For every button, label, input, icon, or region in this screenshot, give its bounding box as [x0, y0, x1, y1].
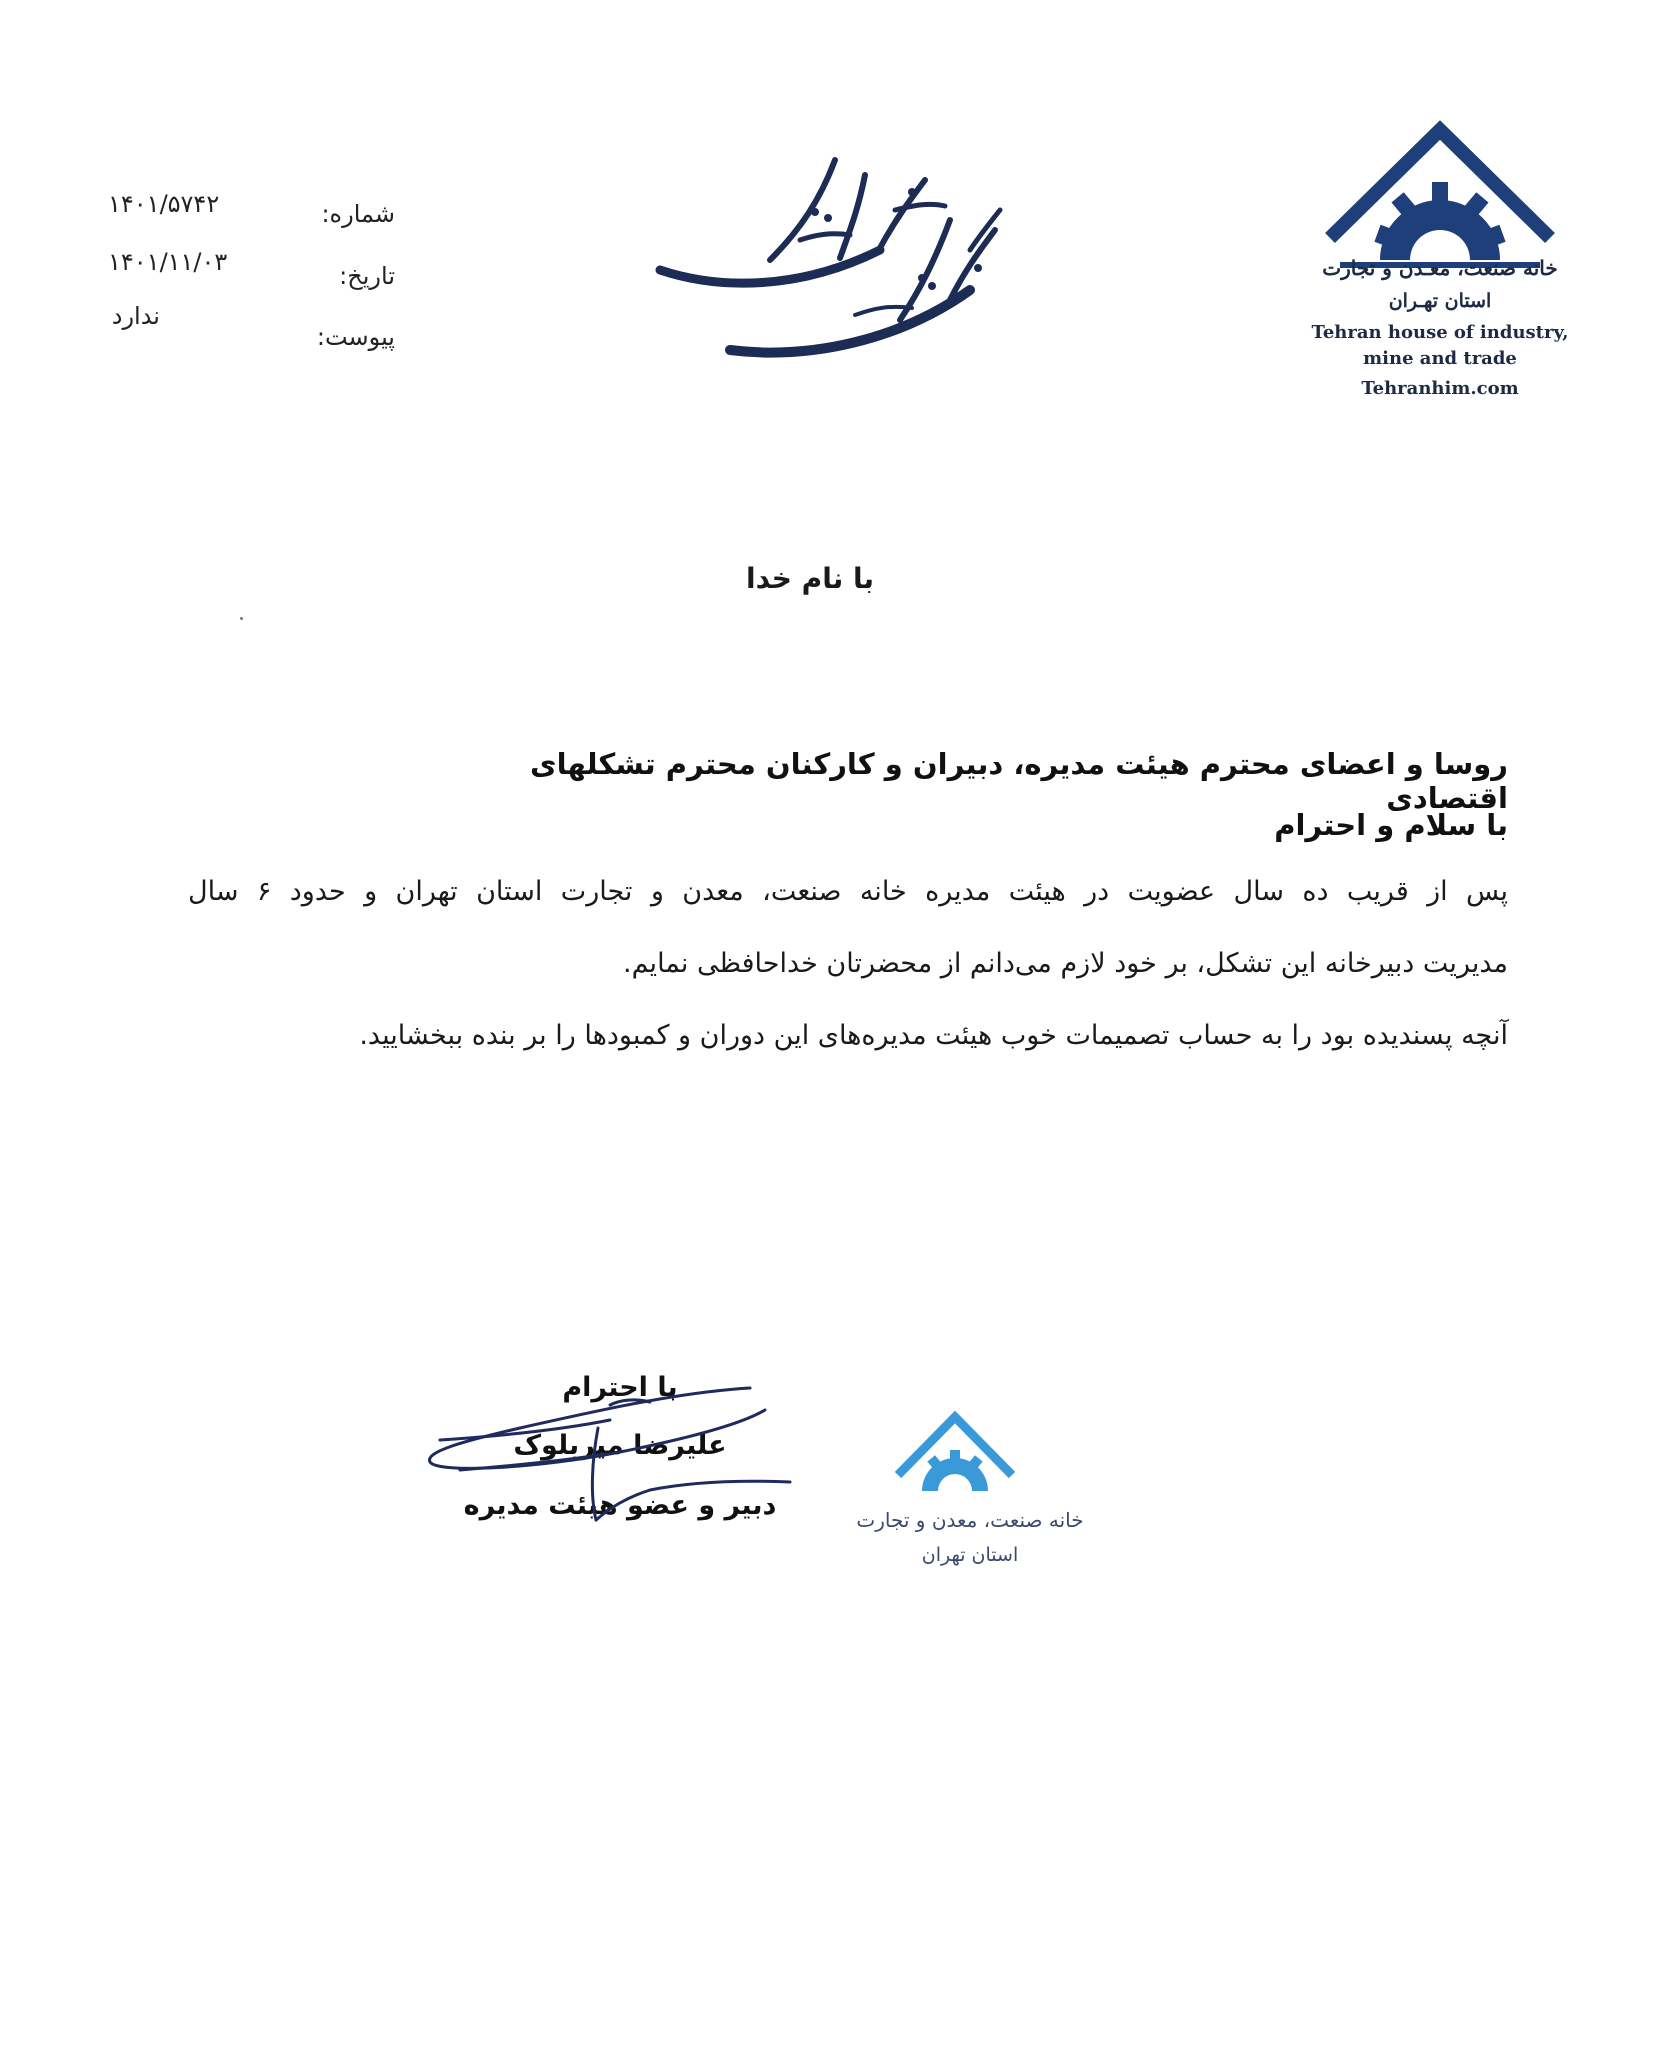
- date-value: ۱۴۰۱/۱۱/۰۳: [108, 248, 228, 276]
- handwritten-signature: [420, 1370, 800, 1540]
- signature-name: علیرضا میربلوک: [513, 1430, 727, 1461]
- logo-website: Tehranhim.com: [1361, 378, 1519, 399]
- attachment-label: پیوست:: [316, 323, 395, 351]
- logo-name-en-line2: mine and trade: [1363, 348, 1517, 369]
- number-label: شماره:: [321, 200, 395, 228]
- number-value: ۱۴۰۱/۵۷۴۲: [108, 190, 220, 218]
- logo-name-fa: خانه صنعت، معـدن و تجارت: [1322, 256, 1558, 280]
- stamp-logo-icon: [890, 1405, 1020, 1495]
- paragraph-1-line-1: پس از قریب ده سال عضویت در هیئت مدیره خانه صنعت، معدن و تجارت استان تهران و حدود ۶ سال: [188, 876, 1508, 907]
- speck: [240, 617, 243, 620]
- attachment-value: ندارد: [111, 302, 160, 330]
- basmala-heading: با نام خدا: [745, 562, 875, 595]
- signature-title: دبیر و عضو هیئت مدیره: [463, 1490, 777, 1521]
- logo-name-en-line1: Tehran house of industry,: [1311, 322, 1569, 343]
- stamp-line-2: استان تهران: [921, 1544, 1019, 1566]
- paragraph-1-line-2: مدیریت دبیرخانه این تشکل، بر خود لازم می‌دانم از محضرتان خداحافظی نمایم.: [623, 948, 1508, 979]
- slogan-calligraphy: [650, 140, 1010, 370]
- stamp-line-1: خانه صنعت، معدن و تجارت: [856, 1508, 1084, 1532]
- addressee-line: روسا و اعضای محترم هیئت مدیره، دبیران و کارکنان محترم تشکلهای اقتصادی: [529, 747, 1508, 815]
- signature-closing: با احترام: [562, 1372, 678, 1403]
- date-label: تاریخ:: [339, 262, 395, 290]
- greeting-line: با سلام و احترام: [1274, 808, 1508, 842]
- paragraph-2: آنچه پسندیده بود را به حساب تصمیمات خوب هیئت مدیره‌های این دوران و کمبودها را بر بنده ببخشایید.: [359, 1020, 1508, 1051]
- logo-province-fa: استان تهـران: [1388, 290, 1492, 312]
- house-gear-logo-icon: [1320, 120, 1560, 270]
